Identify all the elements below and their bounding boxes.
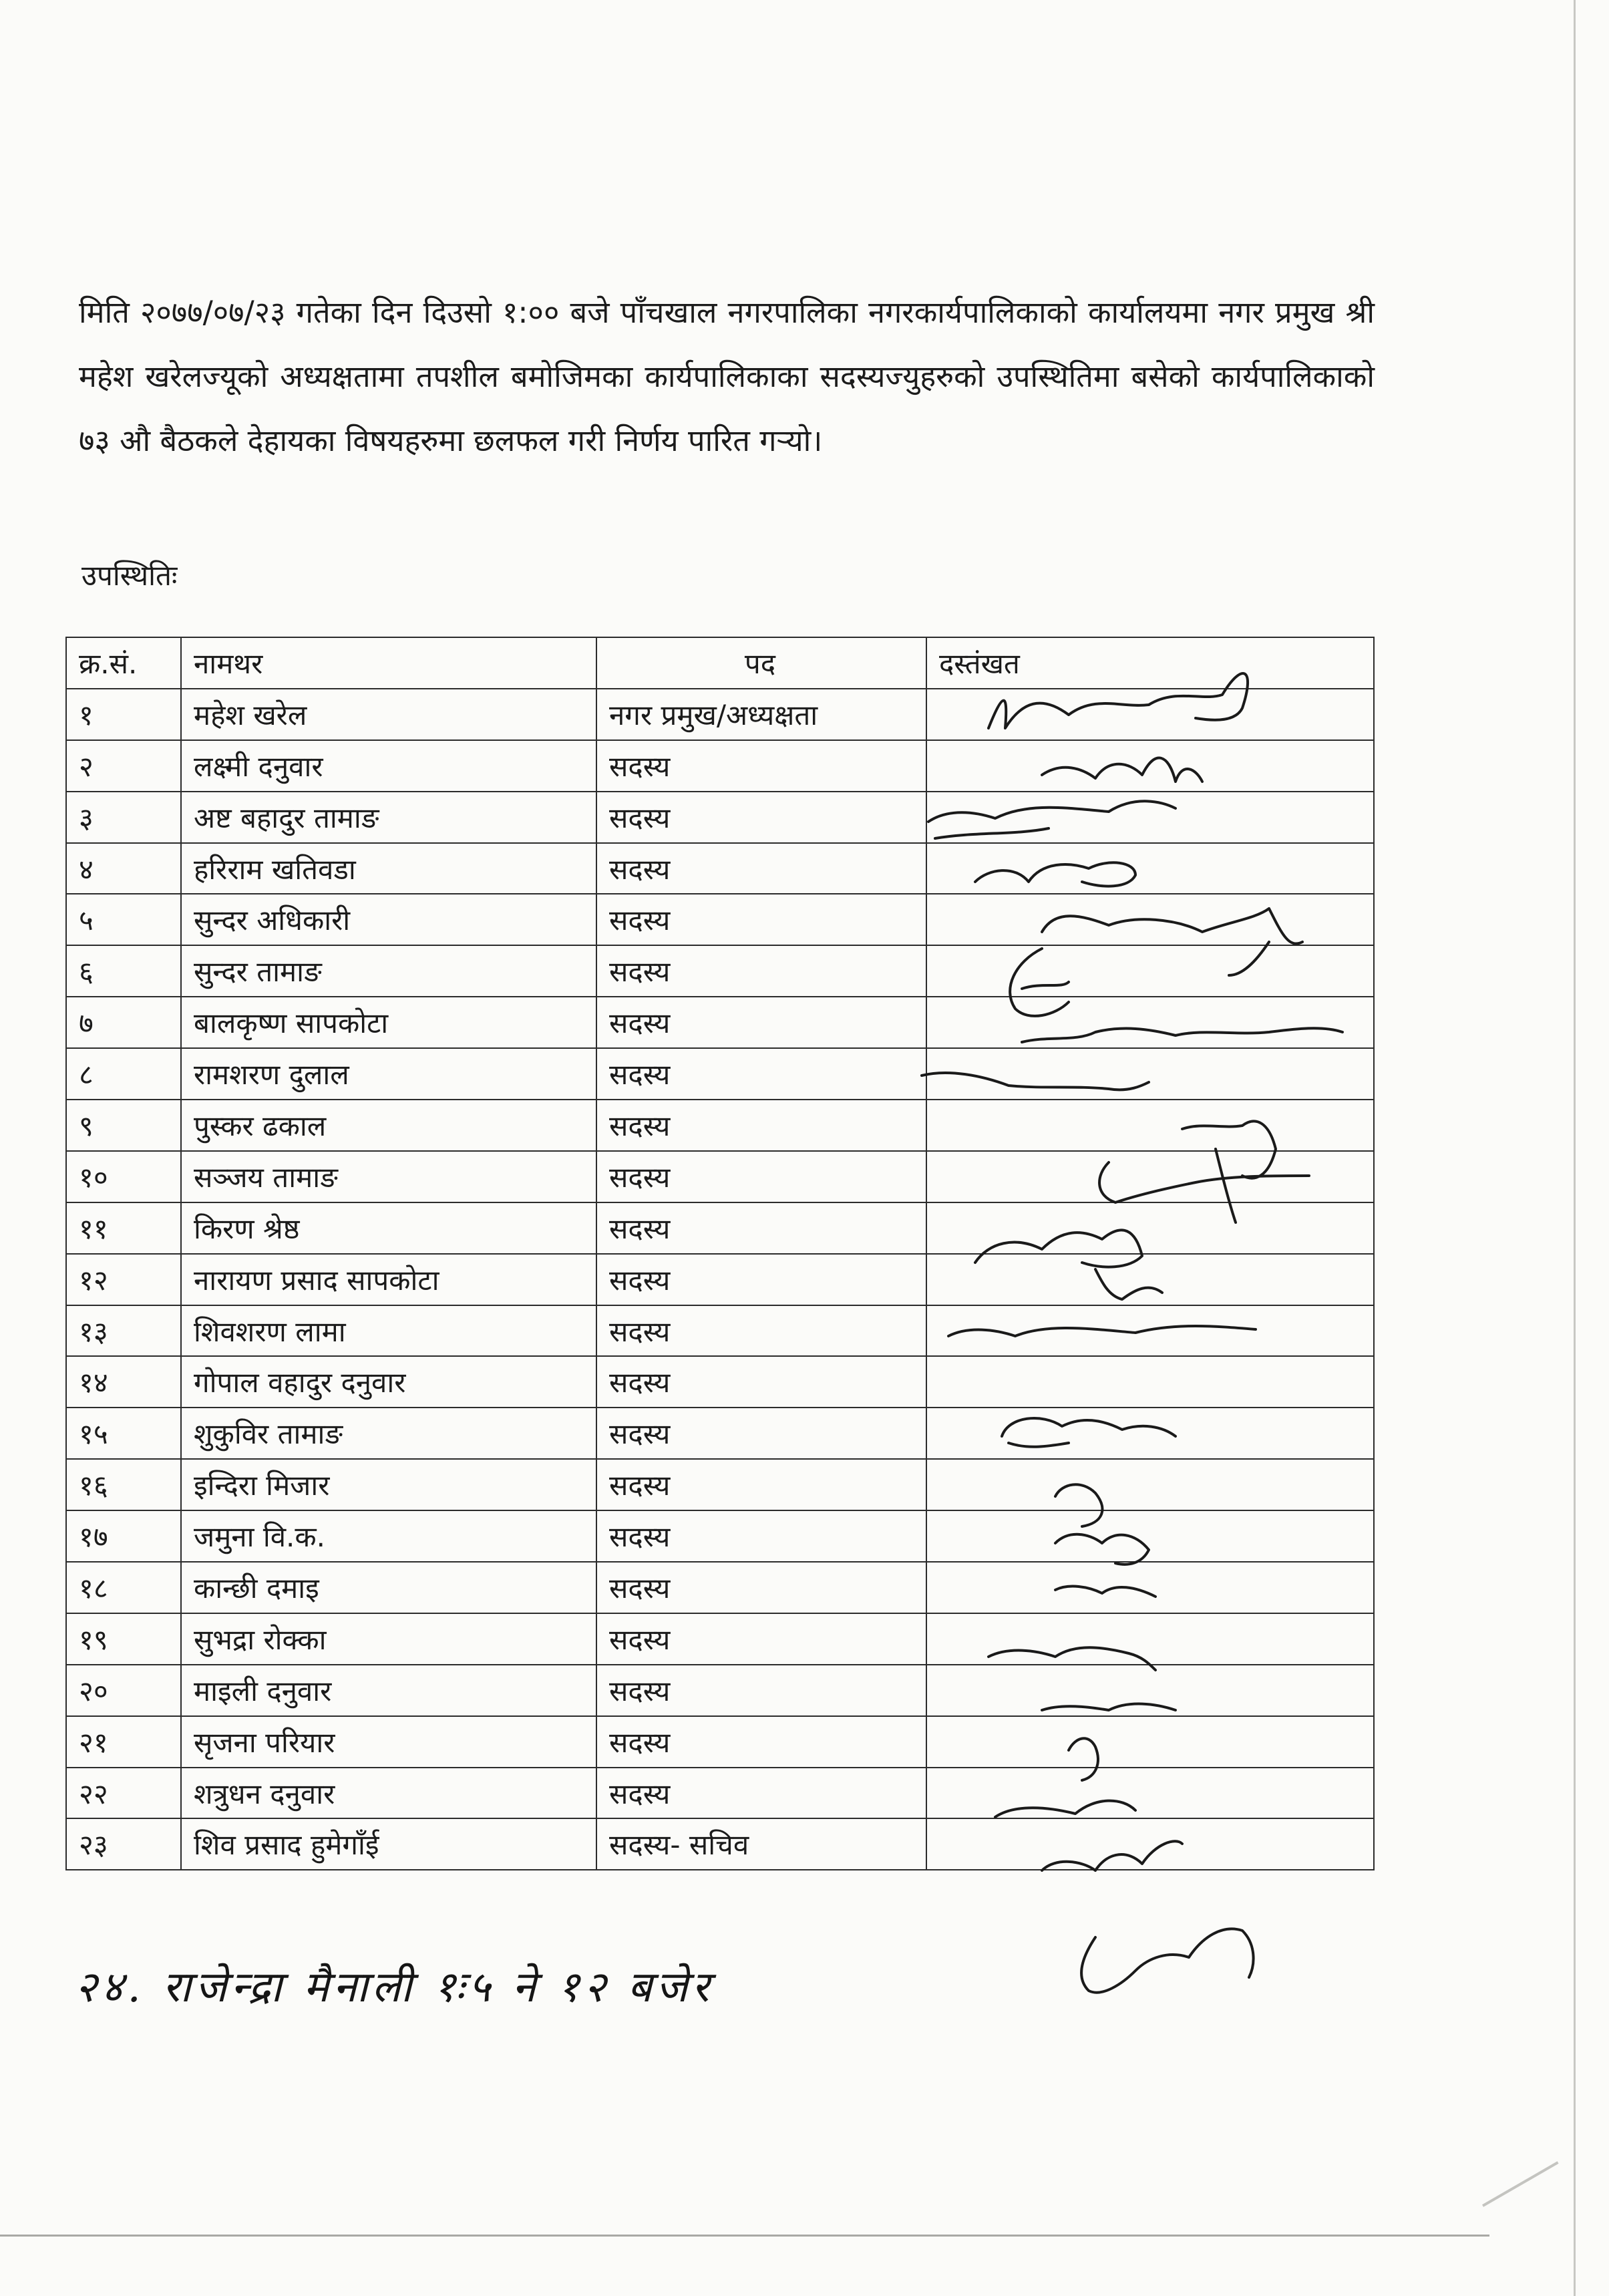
cell-name: सृजना परियार: [181, 1716, 596, 1768]
table-row: [66, 997, 1374, 1048]
table-row: [66, 1356, 1374, 1408]
table-row: [66, 1254, 1374, 1305]
cell-position: सदस्य: [596, 1665, 926, 1716]
header-sn: क्र.सं.: [66, 637, 181, 689]
cell-signature: [926, 1202, 1374, 1254]
cell-sn: ११: [66, 1202, 181, 1254]
cell-position: सदस्य: [596, 1305, 926, 1357]
attendance-label: उपस्थितिः: [81, 559, 178, 592]
cell-signature: [926, 1305, 1374, 1357]
cell-sn: १६: [66, 1459, 181, 1510]
scan-edge-corner: [1482, 2161, 1559, 2206]
table-row: [66, 1459, 1374, 1510]
cell-sn: ७: [66, 997, 181, 1048]
header-name: नामथर: [181, 637, 596, 689]
table-row: [66, 1100, 1374, 1151]
table-row: [66, 1048, 1374, 1100]
table-row: [66, 1665, 1374, 1716]
cell-sn: १७: [66, 1510, 181, 1562]
table-row: [66, 843, 1374, 894]
table-body: [66, 689, 1374, 1870]
scan-edge-bottom: [0, 2235, 1489, 2237]
cell-signature: [926, 792, 1374, 843]
cell-sn: ३: [66, 792, 181, 843]
cell-sn: १०: [66, 1151, 181, 1202]
cell-position: सदस्य: [596, 894, 926, 945]
cell-signature: [926, 894, 1374, 945]
cell-signature: [926, 1562, 1374, 1613]
header-signature: दस्तंखत: [926, 637, 1374, 689]
cell-name: सुन्दर अधिकारी: [181, 894, 596, 945]
cell-name: गोपाल वहादुर दनुवार: [181, 1356, 596, 1408]
cell-signature: [926, 740, 1374, 792]
cell-name: हरिराम खतिवडा: [181, 843, 596, 894]
cell-sn: १: [66, 689, 181, 740]
table-row: [66, 1408, 1374, 1459]
table-row: [66, 1768, 1374, 1819]
cell-sn: ९: [66, 1100, 181, 1151]
cell-signature: [926, 689, 1374, 740]
cell-sn: ६: [66, 945, 181, 997]
cell-signature: [926, 1510, 1374, 1562]
table-row: [66, 894, 1374, 945]
cell-signature: [926, 1818, 1374, 1870]
cell-sn: ४: [66, 843, 181, 894]
cell-position: सदस्य: [596, 1459, 926, 1510]
cell-name: सुभद्रा रोक्का: [181, 1613, 596, 1665]
cell-name: शत्रुधन दनुवार: [181, 1768, 596, 1819]
cell-position: सदस्य: [596, 792, 926, 843]
cell-position: सदस्य: [596, 997, 926, 1048]
table-row: [66, 1818, 1374, 1870]
cell-signature: [926, 997, 1374, 1048]
handwritten-note: २४. राजेन्द्रा मैनाली १ः५ ने १२ बजेर: [75, 1963, 713, 2012]
cell-name: शिव प्रसाद हुमेगाँई: [181, 1818, 596, 1870]
cell-position: सदस्य: [596, 740, 926, 792]
cell-position: सदस्य: [596, 1613, 926, 1665]
cell-position: सदस्य: [596, 945, 926, 997]
cell-name: सुन्दर तामाङ: [181, 945, 596, 997]
cell-position: सदस्य: [596, 1510, 926, 1562]
cell-sn: २३: [66, 1818, 181, 1870]
cell-position: सदस्य: [596, 1716, 926, 1768]
cell-sn: ८: [66, 1048, 181, 1100]
cell-position: सदस्य: [596, 1100, 926, 1151]
cell-sn: २२: [66, 1768, 181, 1819]
cell-name: कान्छी दमाइ: [181, 1562, 596, 1613]
cell-position: सदस्य: [596, 1254, 926, 1305]
cell-sn: २: [66, 740, 181, 792]
cell-name: लक्ष्मी दनुवार: [181, 740, 596, 792]
cell-sn: १३: [66, 1305, 181, 1357]
cell-signature: [926, 1100, 1374, 1151]
cell-name: महेश खरेल: [181, 689, 596, 740]
table-row: [66, 689, 1374, 740]
cell-signature: [926, 1151, 1374, 1202]
cell-signature: [926, 1408, 1374, 1459]
cell-signature: [926, 1254, 1374, 1305]
table-row: [66, 1562, 1374, 1613]
table-row: [66, 740, 1374, 792]
cell-position: सदस्य: [596, 1202, 926, 1254]
table-row: [66, 1202, 1374, 1254]
cell-position: सदस्य: [596, 1048, 926, 1100]
cell-signature: [926, 1665, 1374, 1716]
cell-sn: १२: [66, 1254, 181, 1305]
cell-sn: १४: [66, 1356, 181, 1408]
table-row: [66, 1613, 1374, 1665]
signature-24: [1081, 1929, 1253, 1992]
cell-signature: [926, 1768, 1374, 1819]
cell-sn: १५: [66, 1408, 181, 1459]
cell-name: इन्दिरा मिजार: [181, 1459, 596, 1510]
cell-name: सञ्जय तामाङ: [181, 1151, 596, 1202]
cell-sn: १९: [66, 1613, 181, 1665]
cell-signature: [926, 843, 1374, 894]
cell-position: नगर प्रमुख/अध्यक्षता: [596, 689, 926, 740]
cell-signature: [926, 1716, 1374, 1768]
cell-position: सदस्य- सचिव: [596, 1818, 926, 1870]
intro-paragraph: मिति २०७७/०७/२३ गतेका दिन दिउसो १:०० बजे पाँचखाल नगरपालिका नगरकार्यपालिकाको कार्यालयमा नगर प्रमुख श्री महेश खरेलज्यूको अध्यक्षतामा तपशील बमोजिमका कार्यपालिकाका सदस्यज्युहरुको उपस्थितिमा बसेको कार्यपालिकाको ७३ औ बैठकले देहायका विषयहरुमा छलफल गरी निर्णय पारित गर्‍यो।: [79, 295, 1375, 458]
cell-name: नारायण प्रसाद सापकोटा: [181, 1254, 596, 1305]
cell-sn: १८: [66, 1562, 181, 1613]
cell-name: पुस्कर ढकाल: [181, 1100, 596, 1151]
cell-name: रामशरण दुलाल: [181, 1048, 596, 1100]
cell-name: जमुना वि.क.: [181, 1510, 596, 1562]
cell-name: शुकुविर तामाङ: [181, 1408, 596, 1459]
cell-signature: [926, 945, 1374, 997]
table-row: [66, 1151, 1374, 1202]
header-position: पद: [596, 637, 926, 689]
cell-name: माइली दनुवार: [181, 1665, 596, 1716]
cell-position: सदस्य: [596, 1768, 926, 1819]
cell-signature: [926, 1613, 1374, 1665]
table-row: [66, 1716, 1374, 1768]
table-row: [66, 1305, 1374, 1357]
cell-position: सदस्य: [596, 1151, 926, 1202]
cell-position: सदस्य: [596, 1562, 926, 1613]
cell-signature: [926, 1356, 1374, 1408]
cell-position: सदस्य: [596, 1408, 926, 1459]
cell-sn: २०: [66, 1665, 181, 1716]
cell-sn: ५: [66, 894, 181, 945]
cell-position: सदस्य: [596, 1356, 926, 1408]
cell-name: बालकृष्ण सापकोटा: [181, 997, 596, 1048]
scan-edge-right: [1574, 0, 1576, 2296]
table-header-row: [66, 637, 1374, 689]
cell-name: शिवशरण लामा: [181, 1305, 596, 1357]
cell-signature: [926, 1048, 1374, 1100]
cell-name: किरण श्रेष्ठ: [181, 1202, 596, 1254]
cell-signature: [926, 1459, 1374, 1510]
cell-name: अष्ट बहादुर तामाङ: [181, 792, 596, 843]
cell-position: सदस्य: [596, 843, 926, 894]
table-row: [66, 792, 1374, 843]
table-row: [66, 945, 1374, 997]
table-row: [66, 1510, 1374, 1562]
attendance-table: [65, 637, 1375, 1870]
cell-sn: २१: [66, 1716, 181, 1768]
